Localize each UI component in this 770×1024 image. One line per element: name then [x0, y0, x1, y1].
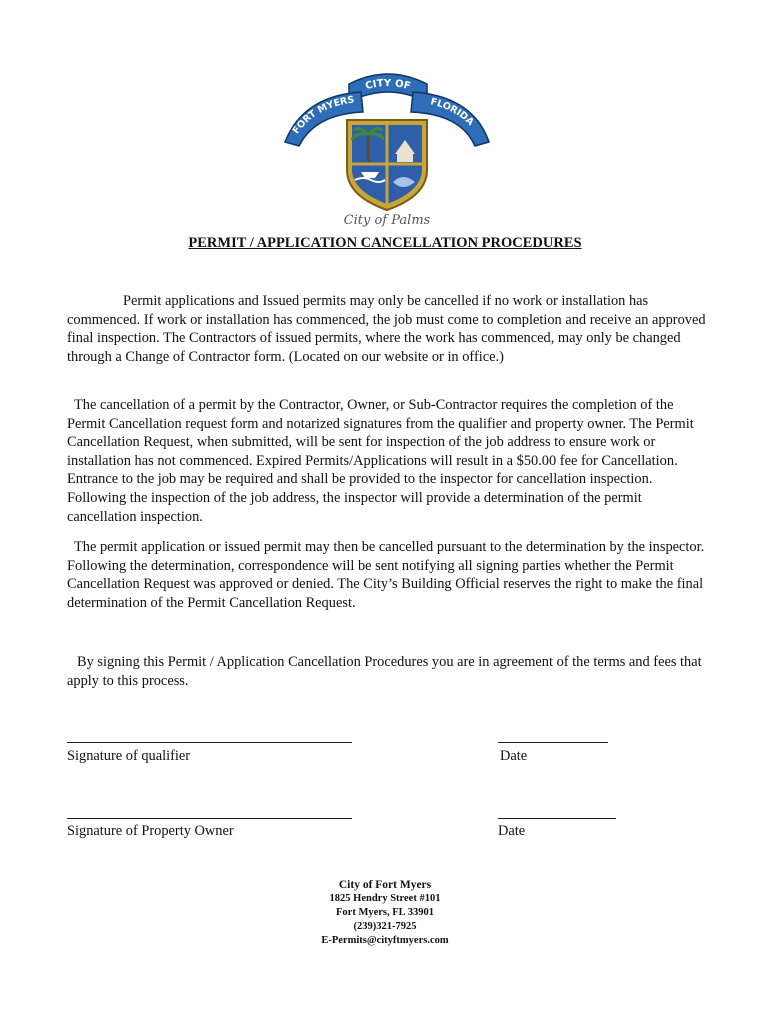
paragraph-3: The permit application or issued permit may then be cancelled pursuant to the determination by the inspector. Following the determination, correspondence will be sent notifying all signing parties whether the Permit Cancellation Request was approved or denied. The City’s Building Official reserves the right to make the final determination of the Permit Cancellation Request. — [67, 539, 705, 611]
qualifier-signature-line[interactable] — [67, 742, 352, 743]
seal-banner-left: FORT MYERS — [290, 94, 356, 137]
footer-email: E-Permits@cityftmyers.com — [321, 935, 449, 946]
footer-address — [0, 878, 770, 948]
seal-tagline: City of Palms — [343, 213, 431, 228]
owner-date-label: Date — [498, 823, 526, 839]
footer-city: Fort Myers, FL 33901 — [336, 907, 434, 918]
document-title: PERMIT / APPLICATION CANCELLATION PROCEDURES — [188, 235, 582, 251]
qualifier-date-line[interactable] — [498, 742, 608, 743]
qualifier-signature-label: Signature of qualifier — [67, 748, 191, 764]
paragraph-4: By signing this Permit / Application Cancellation Procedures you are in agreement of the terms and fees that apply to this process. — [67, 654, 702, 689]
qualifier-date-label: Date — [500, 748, 528, 764]
paragraph-1: Permit applications and Issued permits may only be cancelled if no work or installation has commenced. If work or installation has commenced, the job must come to completion and receive an approved final inspection. The Contractors of issued permits, where the work has commenced, may only be changed through a Change of Contractor form. (Located on our website or in office.) — [67, 293, 706, 365]
owner-signature-line[interactable] — [67, 818, 352, 819]
seal-banner-top: CITY OF — [364, 77, 412, 93]
seal-banner-right: FLORIDA — [429, 96, 476, 128]
paragraph-2: The cancellation of a permit by the Contractor, Owner, or Sub-Contractor requires the completion of the Permit Cancellation request form and notarized signatures from the qualifier and property owner. The Permit Cancellation Request, when submitted, will be sent for inspection of the job address to ensure work or installation has not commenced. Expired Permits/Applications will result in a $50.00 fee for Cancellation. Entrance to the job may be required and shall be provided to the inspector for cancellation inspection. Following the inspection of the job address, the inspector will provide a determination of the permit cancellation inspection. — [67, 397, 694, 525]
city-seal-logo — [275, 72, 500, 230]
footer-phone: (239)321-7925 — [353, 921, 417, 932]
footer-org: City of Fort Myers — [338, 879, 432, 891]
footer-street: 1825 Hendry Street #101 — [329, 893, 441, 904]
owner-signature-label: Signature of Property Owner — [67, 823, 234, 839]
owner-date-line[interactable] — [498, 818, 616, 819]
